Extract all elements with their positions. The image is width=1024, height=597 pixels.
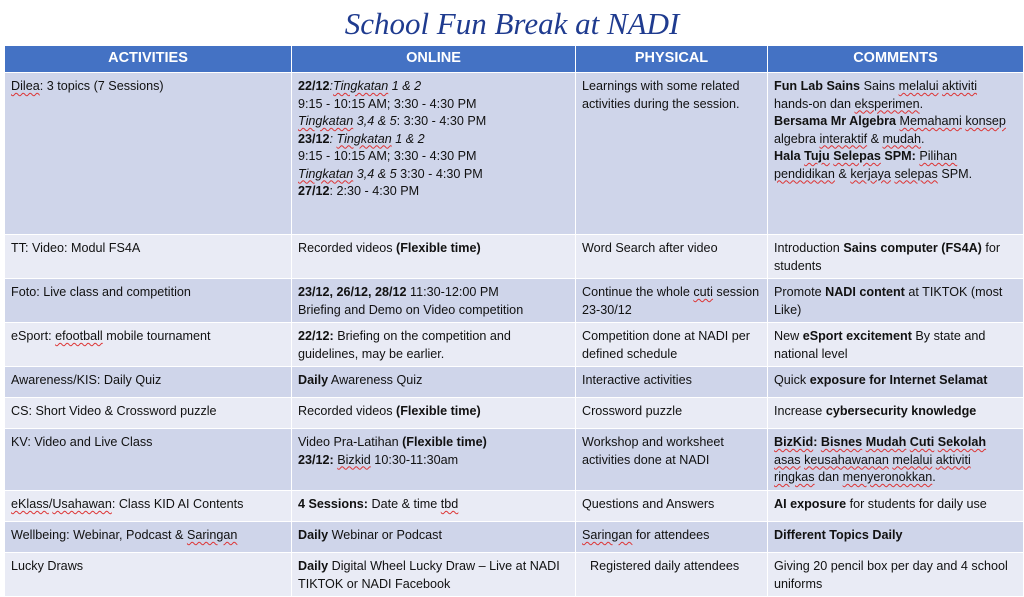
comments-cell: Fun Lab Sains Sains melalui aktiviti hands-on dan eksperimen. Bersama Mr Algebra Memahami konsep algebra interaktif & mudah. Hala Tuju Selepas SPM: Pilihan pendidikan & kerjaya selepas SPM. bbox=[768, 73, 1024, 235]
physical-cell: Saringan for attendees bbox=[576, 522, 768, 553]
online-cell: Daily Awareness Quiz bbox=[292, 367, 576, 398]
online-cell: Daily Webinar or Podcast bbox=[292, 522, 576, 553]
header-comments: COMMENTS bbox=[768, 46, 1024, 73]
table-row bbox=[5, 367, 1024, 398]
table-row bbox=[5, 522, 1024, 553]
comments-cell: Giving 20 pencil box per day and 4 school uniforms bbox=[768, 553, 1024, 597]
table-row bbox=[5, 323, 1024, 367]
comments-cell: BizKid: Bisnes Mudah Cuti Sekolah asas keusahawanan melalui aktiviti ringkas dan menyeronokkan. bbox=[768, 429, 1024, 491]
activity-cell: TT: Video: Modul FS4A bbox=[5, 235, 292, 279]
physical-cell: Crossword puzzle bbox=[576, 398, 768, 429]
activity-cell: Lucky Draws bbox=[5, 553, 292, 597]
online-cell: 22/12:Tingkatan 1 & 2 9:15 - 10:15 AM; 3:30 - 4:30 PM Tingkatan 3,4 & 5: 3:30 - 4:30 PM 23/12: Tingkatan 1 & 2 9:15 - 10:15 AM; 3:30 - 4:30 PM Tingkatan 3,4 & 5 3:30 - 4:30 PM 27/12: 2:30 - 4:30 PM bbox=[292, 73, 576, 235]
table-header-row bbox=[5, 46, 1024, 73]
activity-cell: KV: Video and Live Class bbox=[5, 429, 292, 491]
activity-cell: CS: Short Video & Crossword puzzle bbox=[5, 398, 292, 429]
header-online: ONLINE bbox=[292, 46, 576, 73]
activity-cell: Wellbeing: Webinar, Podcast & Saringan bbox=[5, 522, 292, 553]
activity-cell: Dilea: 3 topics (7 Sessions) bbox=[5, 73, 292, 235]
physical-cell: Learnings with some related activities during the session. bbox=[576, 73, 768, 235]
table-row bbox=[5, 491, 1024, 522]
physical-cell: Competition done at NADI per defined schedule bbox=[576, 323, 768, 367]
comments-cell: Promote NADI content at TIKTOK (most Like) bbox=[768, 279, 1024, 323]
physical-cell: Interactive activities bbox=[576, 367, 768, 398]
comments-cell: Introduction Sains computer (FS4A) for students bbox=[768, 235, 1024, 279]
physical-cell: Workshop and worksheet activities done at NADI bbox=[576, 429, 768, 491]
comments-cell: Increase cybersecurity knowledge bbox=[768, 398, 1024, 429]
online-cell: Video Pra-Latihan (Flexible time) 23/12: Bizkid 10:30-11:30am bbox=[292, 429, 576, 491]
physical-cell: Questions and Answers bbox=[576, 491, 768, 522]
online-cell: Daily Digital Wheel Lucky Draw – Live at NADI TIKTOK or NADI Facebook bbox=[292, 553, 576, 597]
activity-cell: eKlass/Usahawan: Class KID AI Contents bbox=[5, 491, 292, 522]
online-cell: 22/12: Briefing on the competition and guidelines, may be earlier. bbox=[292, 323, 576, 367]
comments-cell: Quick exposure for Internet Selamat bbox=[768, 367, 1024, 398]
table-row bbox=[5, 553, 1024, 597]
activity-cell: Awareness/KIS: Daily Quiz bbox=[5, 367, 292, 398]
table-row bbox=[5, 235, 1024, 279]
table-row bbox=[5, 429, 1024, 491]
online-cell: 4 Sessions: Date & time tbd bbox=[292, 491, 576, 522]
comments-cell: New eSport excitement By state and national level bbox=[768, 323, 1024, 367]
online-cell: Recorded videos (Flexible time) bbox=[292, 235, 576, 279]
online-cell: Recorded videos (Flexible time) bbox=[292, 398, 576, 429]
activity-cell: Foto: Live class and competition bbox=[5, 279, 292, 323]
header-physical: PHYSICAL bbox=[576, 46, 768, 73]
table-row bbox=[5, 73, 1024, 235]
page-title: School Fun Break at NADI bbox=[344, 6, 680, 41]
table-row bbox=[5, 279, 1024, 323]
physical-cell: Registered daily attendees bbox=[576, 553, 768, 597]
table-row bbox=[5, 398, 1024, 429]
online-cell: 23/12, 26/12, 28/12 11:30-12:00 PM Briefing and Demo on Video competition bbox=[292, 279, 576, 323]
comments-cell: Different Topics Daily bbox=[768, 522, 1024, 553]
physical-cell: Word Search after video bbox=[576, 235, 768, 279]
physical-cell: Continue the whole cuti session 23-30/12 bbox=[576, 279, 768, 323]
activity-cell: eSport: efootball mobile tournament bbox=[5, 323, 292, 367]
activities-table bbox=[4, 45, 1024, 597]
header-activities: ACTIVITIES bbox=[5, 46, 292, 73]
comments-cell: AI exposure for students for daily use bbox=[768, 491, 1024, 522]
